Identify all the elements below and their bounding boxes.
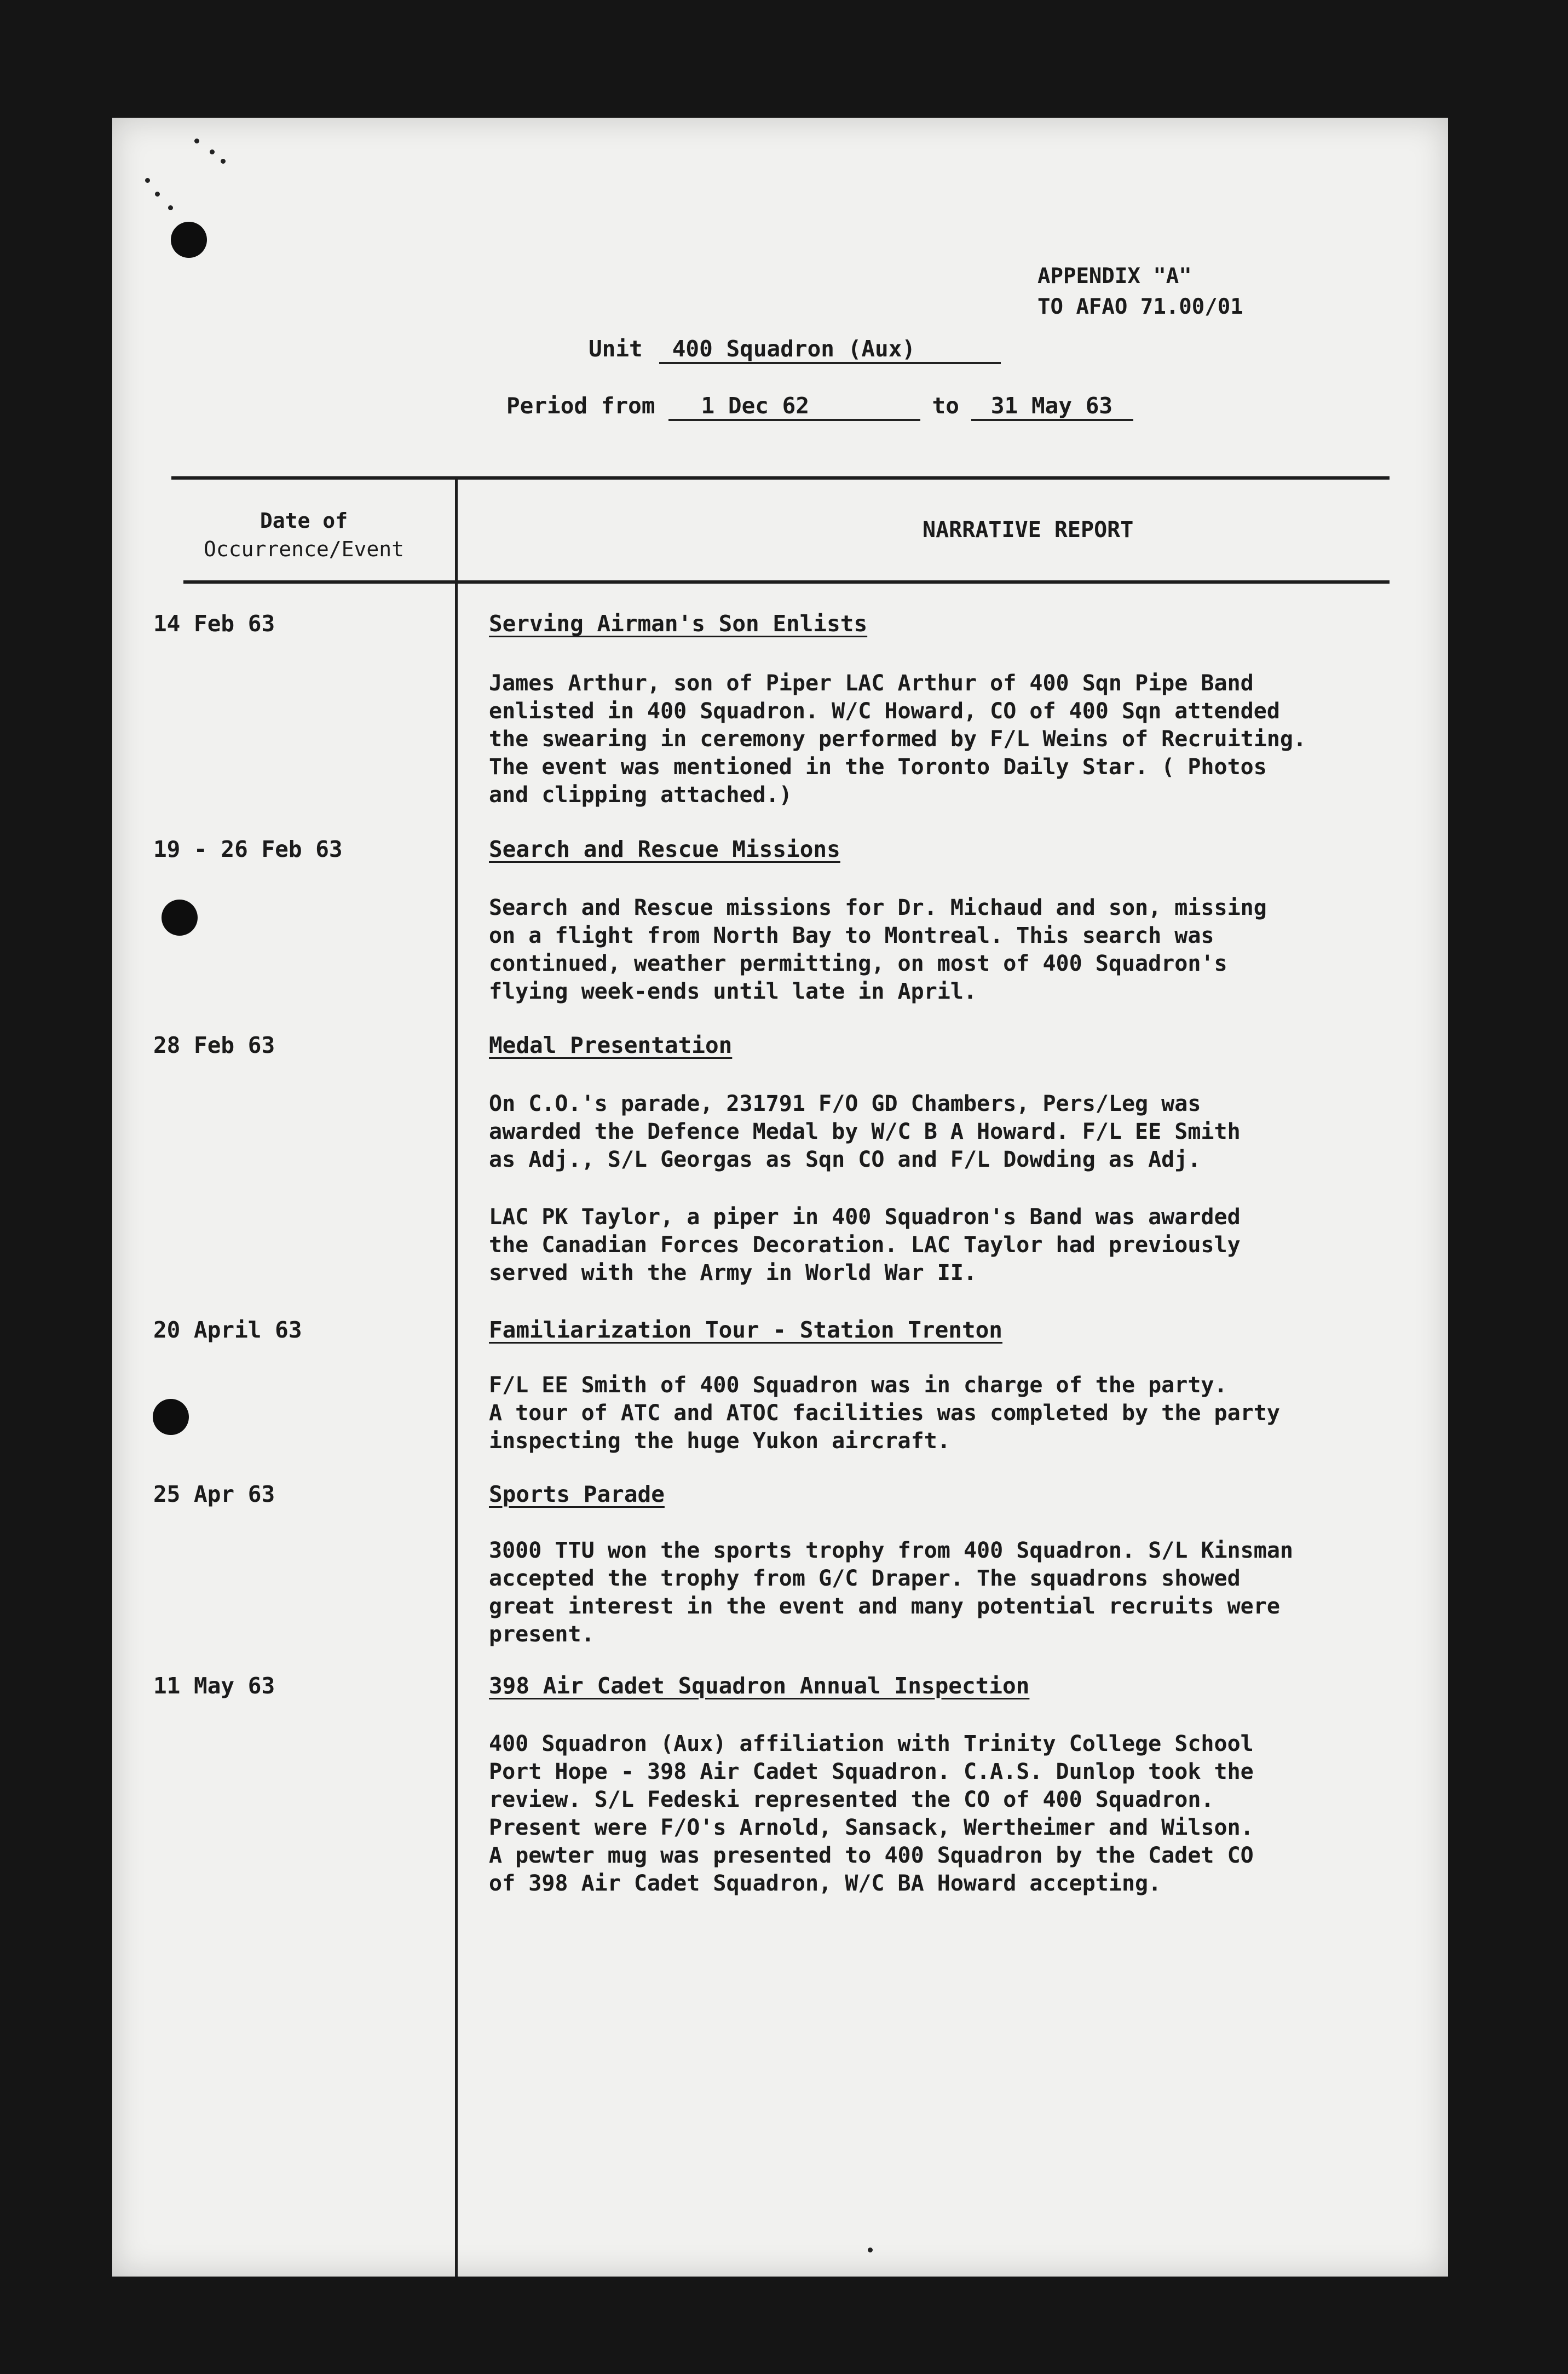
- period-to-value: 31 May 63: [971, 393, 1133, 421]
- period-to-label: to: [932, 393, 959, 419]
- entry-paragraph: LAC PK Taylor, a piper in 400 Squadron's Band was awarded the Canadian Forces Decoration. LAC Taylor had previously served with the Army in World War II.: [489, 1205, 1241, 1286]
- entry-paragraph: 400 Squadron (Aux) affiliation with Trinity College School Port Hope - 398 Air Cadet Squadron. C.A.S. Dunlop took the review. S/L Fedeski represented the CO of 400 Squadron. Present were F/O's Arnold, Sansack, Wertheimer and Wilson. A pewter mug was presented to 400 Squadron by the Cadet CO of 398 Air Cadet Squadron, W/C BA Howard accepting.: [489, 1731, 1254, 1896]
- entry-title: Serving Airman's Son Enlists: [489, 610, 868, 637]
- entry-title: Search and Rescue Missions: [489, 836, 840, 862]
- entry-title: Sports Parade: [489, 1481, 665, 1507]
- dust-speck: [145, 178, 150, 183]
- period-field: [506, 393, 1133, 421]
- entry-date: 25 Apr 63: [153, 1481, 275, 1507]
- entry-date: 19 - 26 Feb 63: [153, 836, 343, 862]
- date-column-header: [189, 506, 419, 563]
- dust-speck: [868, 2248, 873, 2252]
- punch-hole-middle-2: [153, 1399, 189, 1435]
- dust-speck: [221, 159, 226, 164]
- entry-paragraph: On C.O.'s parade, 231791 F/O GD Chambers, Pers/Leg was awarded the Defence Medal by W/C B A Howard. F/L EE Smith as Adj., S/L Georgas as Sqn CO and F/L Dowding as Adj.: [489, 1091, 1241, 1172]
- entry-date: 14 Feb 63: [153, 610, 275, 637]
- unit-field: [589, 336, 1001, 364]
- entry-title: Medal Presentation: [489, 1032, 733, 1058]
- punch-hole-top: [171, 222, 207, 258]
- dust-speck: [155, 192, 160, 197]
- dust-speck: [168, 205, 173, 210]
- dust-speck: [210, 149, 215, 154]
- entry-paragraph: F/L EE Smith of 400 Squadron was in charge of the party. A tour of ATC and ATOC facilities was completed by the party inspecting the huge Yukon aircraft.: [489, 1373, 1280, 1454]
- table-top-rule: [171, 476, 1390, 480]
- entry-paragraph: Search and Rescue missions for Dr. Michaud and son, missing on a flight from North Bay to Montreal. This search was continued, weather permitting, on most of 400 Squadron's flying week-ends until late in April.: [489, 895, 1267, 1004]
- punch-hole-middle-1: [162, 900, 198, 936]
- appendix-line-1: APPENDIX "A": [1037, 264, 1192, 289]
- entry-date: 11 May 63: [153, 1673, 275, 1699]
- entry-paragraph: James Arthur, son of Piper LAC Arthur of 400 Sqn Pipe Band enlisted in 400 Squadron. W/C Howard, CO of 400 Sqn attended the swearing in ceremony performed by F/L Weins of Recruiting. The event was mentioned in the Toronto Daily Star. ( Photos and clipping attached.): [489, 671, 1307, 808]
- period-from-value: 1 Dec 62: [668, 393, 920, 421]
- unit-label: Unit: [589, 336, 643, 362]
- unit-value: 400 Squadron (Aux): [659, 336, 1001, 364]
- entry-title: Familiarization Tour - Station Trenton: [489, 1317, 1002, 1343]
- appendix-reference: [1037, 261, 1243, 322]
- table-header-rule: [183, 580, 1390, 584]
- date-column-header-line-2: Occurrence/Event: [203, 537, 405, 561]
- document-page: [112, 118, 1448, 2277]
- date-column-header-line-1: Date of: [260, 509, 348, 533]
- period-label: Period from: [506, 393, 655, 419]
- dust-speck: [194, 139, 199, 143]
- entry-date: 28 Feb 63: [153, 1032, 275, 1058]
- appendix-line-2: TO AFAO 71.00/01: [1037, 295, 1243, 319]
- column-divider: [455, 476, 458, 2277]
- entry-date: 20 April 63: [153, 1317, 302, 1343]
- entry-title: 398 Air Cadet Squadron Annual Inspection: [489, 1673, 1030, 1699]
- entry-paragraph: 3000 TTU won the sports trophy from 400 Squadron. S/L Kinsman accepted the trophy from G/C Draper. The squadrons showed great interest in the event and many potential recruits were present.: [489, 1538, 1294, 1647]
- narrative-column-header: NARRATIVE REPORT: [923, 517, 1134, 543]
